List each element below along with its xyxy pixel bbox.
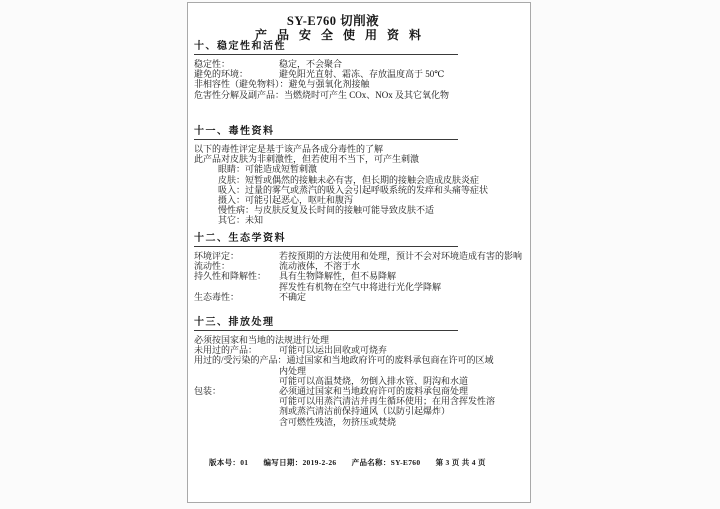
- field-value: 挥发性有机物在空气中将进行光化学降解: [279, 281, 442, 292]
- page-title: SY-E760 切削液: [286, 14, 380, 28]
- field-value: 可能可以用蒸汽清洁并再生循环使用；在用含挥发性溶: [279, 396, 496, 407]
- section: [194, 318, 524, 427]
- field-value: 流动液体，不溶于水: [279, 261, 361, 272]
- field-row: [194, 386, 524, 396]
- field-value: 可能可以高温焚烧，勿倒入排水管、阴沟和水道: [279, 375, 469, 386]
- section-intro-line: 必须按国家和当地的法规进行处理: [194, 335, 330, 345]
- field-value: 当燃烧时可产生 COx、NOx 及其它氧化物: [284, 89, 450, 100]
- field-label: 持久性和降解性：: [194, 271, 267, 282]
- footer-product: 产品名称：SY-E760: [351, 458, 421, 467]
- field-value: 含可燃性残渣，勿挤压或焚烧: [279, 416, 397, 427]
- footer-date: 编写日期：2019-2-26: [263, 458, 337, 467]
- field-row: [194, 366, 524, 376]
- document-page: [187, 2, 531, 503]
- field-row: [194, 355, 524, 365]
- text-line: 摄入：可能引起恶心，呕吐和腹泻: [218, 195, 354, 206]
- field-label: 未用过的产品：: [194, 345, 258, 356]
- section: [194, 127, 524, 226]
- field-row: [194, 59, 524, 69]
- footer-version: 版本号：01: [209, 458, 249, 467]
- field-value: 可能可以运出回收或可烧弃: [279, 345, 388, 356]
- field-row: [194, 376, 524, 386]
- field-row: [194, 69, 524, 79]
- text-line: 其它：未知: [218, 215, 264, 226]
- section: [194, 42, 524, 100]
- text-line: 慢性病：与皮肤反复及长时间的接触可能导致皮肤不适: [218, 205, 435, 216]
- field-value: 内处理: [279, 365, 307, 376]
- text-line: 眼睛：可能造成短暂刺激: [218, 164, 318, 175]
- field-value: 若按预期的方法使用和处理，预计不会对环境造成有害的影响: [279, 251, 523, 261]
- section-heading: 十一、毒性资料: [194, 127, 458, 140]
- page-subtitle: 产品安全使用资料: [254, 28, 431, 42]
- field-label: 用过的/受污染的产品：: [194, 355, 287, 366]
- section: [194, 234, 524, 302]
- field-label: 危害性分解及副产品：: [194, 89, 285, 100]
- field-row: [194, 396, 524, 406]
- field-label: 流动性：: [194, 261, 231, 272]
- footer-pagination: 第 3 页 共 4 页: [435, 458, 486, 467]
- field-row: [194, 417, 524, 427]
- section-heading: 十二、生态学资料: [194, 234, 458, 247]
- field-value: 具有生物降解性，但不易降解: [279, 271, 397, 282]
- field-row: [194, 271, 524, 281]
- field-label: [194, 366, 279, 376]
- field-label: 包装：: [194, 386, 222, 397]
- field-label: [194, 406, 279, 416]
- field-row: [194, 345, 524, 355]
- field-row: [194, 261, 524, 271]
- field-label: [194, 396, 279, 406]
- field-row: [194, 292, 524, 302]
- page-footer: [209, 457, 499, 468]
- field-label: [194, 376, 279, 386]
- field-value: 避免阳光直射、霜冻、存放温度高于 50℃: [279, 69, 445, 80]
- text-line: 吸入：过量的雾气或蒸汽的吸入会引起呼吸系统的发痒和头痛等症状: [218, 184, 489, 195]
- field-label: [194, 282, 279, 292]
- field-value: 不确定: [279, 291, 307, 302]
- field-value: 稳定，不会聚合: [279, 59, 343, 69]
- section-heading: 十三、排放处理: [194, 318, 458, 331]
- field-value: 必须通过国家和当地政府许可的废料承包商处理: [279, 386, 469, 397]
- field-row: [194, 90, 524, 100]
- section-heading: 十、稳定性和活性: [194, 42, 458, 55]
- field-label: 环境评定：: [194, 251, 240, 261]
- field-row: [194, 282, 524, 292]
- field-label: 避免的环境：: [194, 69, 249, 80]
- text-line: 皮肤：短暂或偶然的接触未必有害，但长期的接触会造成皮肤炎症: [218, 174, 480, 185]
- text-line: 此产品对皮肤为非刺激性，但若使用不当下，可产生刺激: [194, 154, 420, 165]
- text-line: 以下的毒性评定是基于该产品各成分毒性的了解: [194, 144, 384, 154]
- field-value: 通过国家和当地政府许可的废料承包商在许可的区域: [286, 355, 494, 366]
- field-label: 稳定性：: [194, 59, 231, 69]
- field-row: [194, 406, 524, 416]
- field-value: 避免与强氧化剂接触: [288, 79, 370, 90]
- field-row: [194, 79, 524, 89]
- field-row: [194, 251, 524, 261]
- field-label: [194, 417, 279, 427]
- field-label: 生态毒性：: [194, 291, 240, 302]
- field-value: 剂或蒸汽清洁前保持通风（以防引起爆炸）: [279, 406, 451, 417]
- field-label: 非相容性（避免物料）：: [194, 79, 289, 90]
